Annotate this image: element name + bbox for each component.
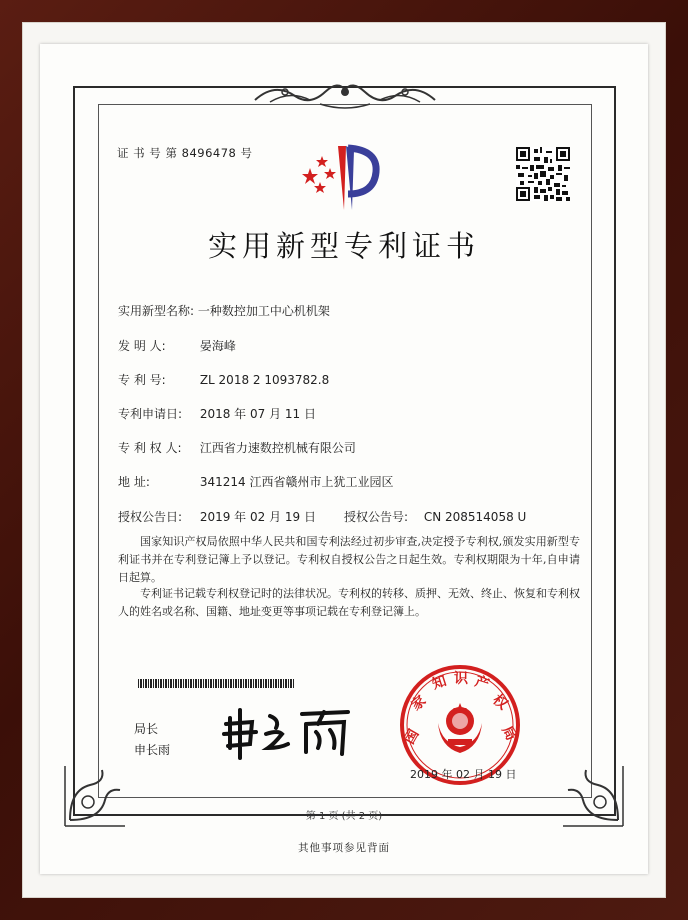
patentee-value: 江西省力速数控机械有限公司 xyxy=(199,441,356,455)
see-reverse-note: 其他事项参见背面 xyxy=(298,842,390,854)
certificate-number xyxy=(117,145,253,161)
address-label: 地 址: xyxy=(118,475,150,489)
patent-number-value: ZL 2018 2 1093782.8 xyxy=(199,373,330,387)
svg-text:产: 产 xyxy=(472,673,492,694)
announcement-date-value: 2019 年 02 月 19 日 xyxy=(199,510,316,524)
top-ornament-icon xyxy=(250,78,440,112)
utility-model-name-row xyxy=(118,302,330,319)
address-value: 341214 江西省赣州市上犹工业园区 xyxy=(199,475,394,489)
inventor-label: 发 明 人: xyxy=(118,339,166,353)
signatory-name: 申长雨 xyxy=(134,743,171,757)
certificate-title: 实用新型专利证书 xyxy=(207,229,480,263)
announcement-date-label: 授权公告日: xyxy=(118,510,183,524)
patent-number-row xyxy=(118,371,329,388)
grant-statement-paragraph: 国家知识产权局依照中华人民共和国专利法经过初步审查,决定授予专利权,颁发实用新型专利证书并在专利登记簿上予以登记。专利权自授权公告之日起生效。专利权期限为十年,自申请日起算。 xyxy=(118,535,580,584)
filing-date-row xyxy=(118,405,316,422)
qr-code-icon xyxy=(516,147,570,201)
cnipa-logo-icon xyxy=(300,138,386,214)
barcode-strip xyxy=(138,679,294,688)
patent-number-label: 专 利 号: xyxy=(118,373,166,387)
announcement-number-label: 授权公告号: xyxy=(344,510,409,524)
patentee-row xyxy=(118,439,356,456)
legal-status-paragraph: 专利证书记载专利权登记时的法律状况。专利权的转移、质押、无效、终止、恢复和专利权人的姓名或名称、国籍、地址变更等事项记载在专利登记簿上。 xyxy=(118,587,580,618)
inventor-value: 晏海峰 xyxy=(199,339,236,353)
utility-model-name-value: 一种数控加工中心机机架 xyxy=(197,304,330,318)
signature-icon xyxy=(222,704,354,760)
svg-text:国: 国 xyxy=(401,726,423,747)
certificate-number-label: 证 书 号 第 xyxy=(117,146,178,160)
signatory-title: 局长 xyxy=(134,722,159,736)
filing-date-label: 专利申请日: xyxy=(118,407,183,421)
announcement-number-row xyxy=(344,508,526,525)
svg-text:知: 知 xyxy=(430,673,449,693)
certificate-number-value: 8496478 xyxy=(181,146,237,160)
address-row xyxy=(118,473,393,490)
svg-text:家: 家 xyxy=(408,692,430,715)
svg-text:识: 识 xyxy=(454,671,468,687)
seal-date: 2019 年 02 月 19 日 xyxy=(410,768,517,781)
patentee-label: 专 利 权 人: xyxy=(118,441,182,455)
page-number: 第 1 页 (共 2 页) xyxy=(305,811,383,822)
utility-model-name-label: 实用新型名称: xyxy=(118,304,195,318)
certificate-number-suffix: 号 xyxy=(240,146,253,160)
filing-date-value: 2018 年 07 月 11 日 xyxy=(199,407,316,421)
svg-text:权: 权 xyxy=(489,691,511,714)
inventor-row xyxy=(118,337,236,354)
announcement-date-row xyxy=(118,508,316,525)
svg-text:局: 局 xyxy=(498,723,520,744)
announcement-number-value: CN 208514058 U xyxy=(423,510,527,524)
